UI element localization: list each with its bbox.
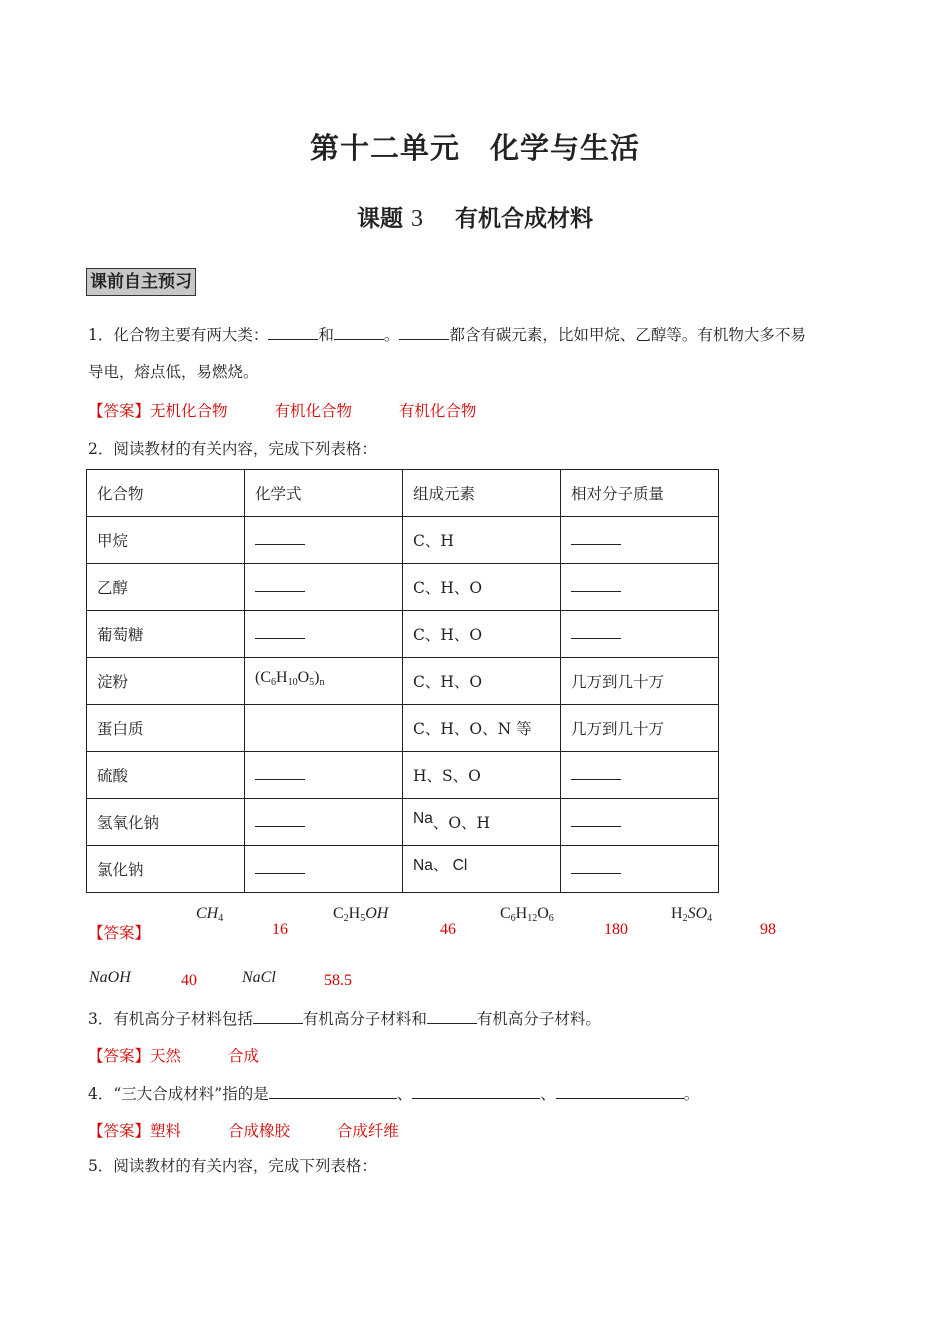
table-cell: C、H、O <box>403 564 561 611</box>
answer-blank[interactable] <box>269 1082 397 1099</box>
answer-blank[interactable] <box>268 323 318 340</box>
question-text: 阅读教材的有关内容，完成下列表格： <box>113 1157 377 1175</box>
answer-value: 天然 <box>150 1047 182 1065</box>
answer-formula-c6h12o6: $C_6H_{12}O_6$ <box>500 905 554 924</box>
mass-blank-cell[interactable] <box>561 611 719 658</box>
answer-formula-h2so4: $H_2SO_4$ <box>671 905 713 924</box>
mass-blank-cell[interactable] <box>561 564 719 611</box>
answer-formula-naoh: NaOH <box>89 969 131 986</box>
starch-formula: $(C_6H_{10}O_5)_n$ <box>255 669 325 688</box>
question-text: 、 <box>396 1085 413 1103</box>
formula-blank-cell[interactable] <box>245 752 403 799</box>
answer-1 <box>88 399 476 421</box>
table-header-cell: 化学式 <box>245 470 403 517</box>
table-row <box>87 517 719 564</box>
lesson-number: 3 <box>410 206 423 232</box>
question-text: 都含有碳元素，比如甲烷、乙醇等。有机物大多不易 <box>449 326 806 344</box>
answer-label: 【答案】 <box>88 1122 151 1140</box>
answer-value: 合成橡胶 <box>227 1122 290 1140</box>
lesson-title <box>0 200 950 233</box>
question-text: “三大合成材料”指的是 <box>113 1085 269 1103</box>
question-number: 2． <box>88 440 114 458</box>
question-text: 阅读教材的有关内容，完成下列表格： <box>113 440 377 458</box>
formula-blank-cell[interactable] <box>245 846 403 893</box>
table-cell: 淀粉 <box>87 658 245 705</box>
table-cell: 硫酸 <box>87 752 245 799</box>
table-cell: H、S、O <box>403 752 561 799</box>
answer-value: 有机化合物 <box>274 402 352 420</box>
section-tag: 课前自主预习 <box>86 268 196 296</box>
table-row <box>87 564 719 611</box>
mass-blank-cell[interactable] <box>561 752 719 799</box>
table-row <box>87 658 719 705</box>
question-text: 有机高分子材料。 <box>476 1010 601 1028</box>
table-header-cell: 化合物 <box>87 470 245 517</box>
question-number: 1． <box>88 326 114 344</box>
table-row <box>87 752 719 799</box>
mass-blank-cell[interactable] <box>561 846 719 893</box>
table-cell: 氢氧化钠 <box>87 799 245 846</box>
table-cell <box>403 799 561 846</box>
table-cell: 几万到几十万 <box>561 705 719 752</box>
answer-2-label: 【答案】 <box>88 924 151 942</box>
table-cell: C、H、O、N 等 <box>403 705 561 752</box>
table-row <box>87 611 719 658</box>
answer-value: 合成纤维 <box>336 1122 399 1140</box>
table-cell: C、H、O <box>403 658 561 705</box>
answer-label: 【答案】 <box>88 1047 151 1065</box>
answer-label: 【答案】 <box>88 402 151 420</box>
question-2 <box>88 438 377 460</box>
question-number: 4． <box>88 1085 114 1103</box>
formula-blank-cell[interactable] <box>245 799 403 846</box>
table-cell: 蛋白质 <box>87 705 245 752</box>
answer-blank[interactable] <box>399 323 449 340</box>
answer-3 <box>88 1044 259 1066</box>
mass-blank-cell[interactable] <box>561 799 719 846</box>
answer-formula-ch4: $CH_4$ <box>196 905 224 924</box>
answer-value: 无机化合物 <box>150 402 228 420</box>
table-cell: 氯化钠 <box>87 846 245 893</box>
question-text: 有机高分子材料和 <box>302 1010 427 1028</box>
lesson-prefix: 课题 <box>356 206 403 232</box>
starch-formula-cell <box>245 658 403 705</box>
mass-blank-cell[interactable] <box>561 517 719 564</box>
table-cell: 乙醇 <box>87 564 245 611</box>
question-text: 和 <box>318 326 334 344</box>
answer-blank[interactable] <box>412 1082 540 1099</box>
table-header-row <box>87 470 719 517</box>
question-text: 化合物主要有两大类： <box>113 326 269 344</box>
answer-4 <box>88 1119 399 1141</box>
table-cell <box>403 846 561 893</box>
answer-mass: 40 <box>181 972 197 989</box>
question-5 <box>88 1155 377 1177</box>
table-row <box>87 705 719 752</box>
question-1-line-2: 导电，熔点低，易燃烧。 <box>88 363 259 381</box>
table-header-cell: 相对分子质量 <box>561 470 719 517</box>
table-cell: C、H <box>403 517 561 564</box>
answer-mass: 46 <box>440 921 456 938</box>
question-text: 。 <box>383 326 400 344</box>
element-list: 、O、H <box>432 814 491 832</box>
question-text: 有机高分子材料包括 <box>113 1010 253 1028</box>
table-header-cell: 组成元素 <box>403 470 561 517</box>
answer-value: 合成 <box>227 1047 259 1065</box>
answer-mass: 180 <box>604 921 628 938</box>
question-1 <box>88 323 806 346</box>
formula-blank-cell[interactable] <box>245 517 403 564</box>
answer-mass: 16 <box>272 921 288 938</box>
compound-table <box>86 469 719 893</box>
answer-blank[interactable] <box>427 1007 477 1024</box>
table-row <box>87 799 719 846</box>
element-symbol: Na <box>413 810 433 827</box>
answer-value: 塑料 <box>150 1122 182 1140</box>
formula-blank-cell[interactable] <box>245 564 403 611</box>
table-cell <box>245 705 403 752</box>
question-text: 、 <box>540 1085 556 1103</box>
answer-blank[interactable] <box>253 1007 303 1024</box>
question-number: 3． <box>88 1010 114 1028</box>
table-row <box>87 846 719 893</box>
unit-title: 第十二单元 化学与生活 <box>309 131 640 165</box>
answer-formula-c2h5oh: $C_2H_5OH$ <box>333 905 389 924</box>
answer-blank[interactable] <box>334 323 384 340</box>
answer-formula-nacl: NaCl <box>242 969 276 986</box>
element-symbol: Na <box>413 857 433 874</box>
element-list: 、 Cl <box>432 857 468 874</box>
table-cell: 几万到几十万 <box>561 658 719 705</box>
question-3 <box>88 1007 601 1030</box>
table-cell: 葡萄糖 <box>87 611 245 658</box>
answer-blank[interactable] <box>556 1082 684 1099</box>
table-cell: C、H、O <box>403 611 561 658</box>
formula-blank-cell[interactable] <box>245 611 403 658</box>
question-text: 。 <box>683 1085 700 1103</box>
lesson-name: 有机合成材料 <box>455 206 594 232</box>
table-cell: 甲烷 <box>87 517 245 564</box>
question-4 <box>88 1082 699 1105</box>
question-number: 5． <box>88 1157 114 1175</box>
answer-mass: 98 <box>760 921 776 938</box>
answer-value: 有机化合物 <box>398 402 477 420</box>
answer-mass: 58.5 <box>324 972 352 989</box>
